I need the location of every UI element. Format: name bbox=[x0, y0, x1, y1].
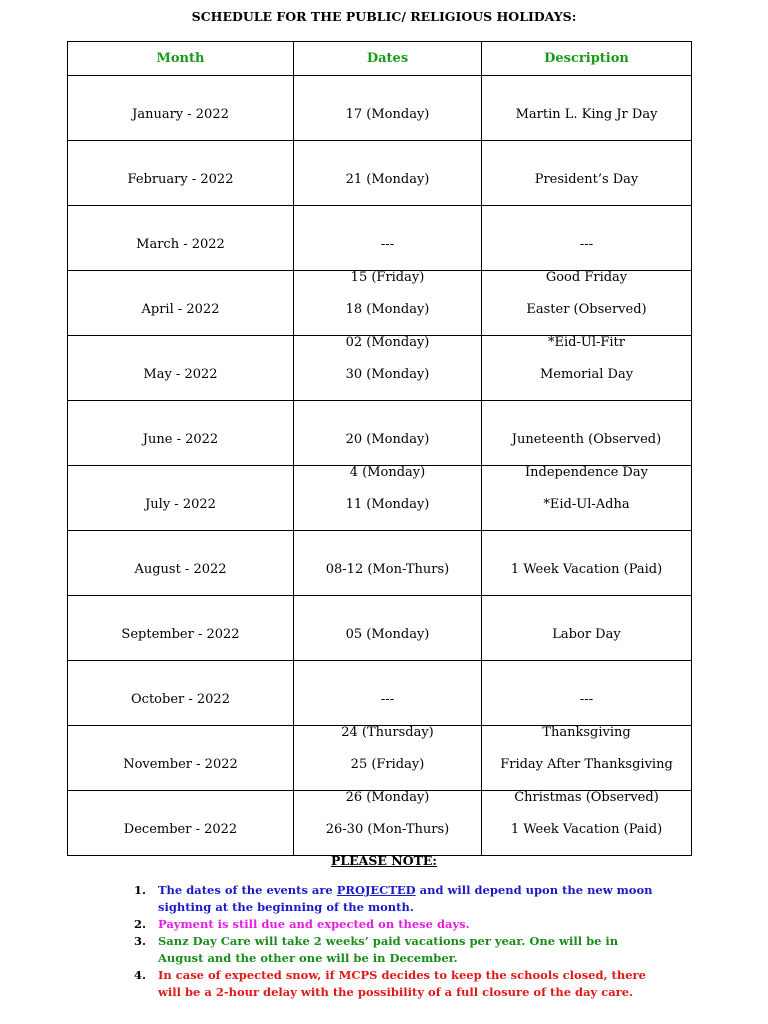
month-cell bbox=[68, 531, 294, 596]
dates-cell bbox=[294, 76, 482, 141]
description-label: 1 Week Vacation (Paid) bbox=[510, 822, 663, 837]
description-label: President’s Day bbox=[534, 172, 639, 187]
description-label: Independence Day bbox=[525, 465, 648, 480]
month-label: July - 2022 bbox=[145, 497, 216, 512]
date-label: 02 (Monday) bbox=[345, 335, 430, 350]
description-label: Juneteenth (Observed) bbox=[511, 432, 662, 447]
table-row bbox=[68, 401, 692, 466]
description-label: Good Friday bbox=[545, 270, 628, 285]
note-item bbox=[134, 882, 664, 916]
notes-title: PLEASE NOTE: bbox=[330, 853, 438, 868]
date-label: 26-30 (Mon-Thurs) bbox=[325, 822, 450, 837]
month-cell bbox=[68, 76, 294, 141]
month-label: September - 2022 bbox=[121, 627, 240, 642]
date-label: 25 (Friday) bbox=[350, 757, 425, 772]
month-cell bbox=[68, 791, 294, 856]
description-cell bbox=[482, 531, 692, 596]
table-row bbox=[68, 271, 692, 336]
table-row bbox=[68, 141, 692, 206]
date-label: 11 (Monday) bbox=[345, 497, 430, 512]
table-row bbox=[68, 661, 692, 726]
description-label: *Eid-Ul-Adha bbox=[543, 497, 630, 512]
notes-list bbox=[134, 882, 664, 1001]
table-row bbox=[68, 206, 692, 271]
description-label: Memorial Day bbox=[539, 367, 634, 382]
description-label: --- bbox=[579, 692, 594, 707]
month-label: October - 2022 bbox=[131, 692, 230, 707]
holiday-schedule-table bbox=[67, 41, 692, 856]
description-label: 1 Week Vacation (Paid) bbox=[510, 562, 663, 577]
date-label: 18 (Monday) bbox=[345, 302, 430, 317]
description-cell bbox=[482, 596, 692, 661]
note-number: 3. bbox=[134, 934, 147, 948]
month-label: December - 2022 bbox=[123, 822, 238, 837]
date-label: 15 (Friday) bbox=[350, 270, 425, 285]
dates-cell bbox=[294, 661, 482, 726]
column-header-month: Month bbox=[68, 42, 294, 76]
description-label: Friday After Thanksgiving bbox=[500, 757, 673, 772]
month-label: November - 2022 bbox=[123, 757, 238, 772]
month-label: January - 2022 bbox=[132, 107, 229, 122]
description-cell bbox=[482, 206, 692, 271]
table-row bbox=[68, 466, 692, 531]
table-row bbox=[68, 531, 692, 596]
dates-cell bbox=[294, 596, 482, 661]
date-label: --- bbox=[380, 237, 395, 252]
dates-cell bbox=[294, 271, 482, 336]
description-cell bbox=[482, 791, 692, 856]
month-label: August - 2022 bbox=[134, 562, 227, 577]
date-label: 08-12 (Mon-Thurs) bbox=[325, 562, 450, 577]
description-cell bbox=[482, 466, 692, 531]
month-cell bbox=[68, 141, 294, 206]
dates-cell bbox=[294, 401, 482, 466]
description-label: Christmas (Observed) bbox=[514, 790, 659, 805]
description-cell bbox=[482, 141, 692, 206]
date-label: 26 (Monday) bbox=[345, 790, 430, 805]
note-number: 1. bbox=[134, 883, 147, 897]
note-number: 2. bbox=[134, 917, 147, 931]
description-label: Labor Day bbox=[552, 627, 621, 642]
column-header-description: Description bbox=[482, 42, 692, 76]
description-cell bbox=[482, 661, 692, 726]
month-cell bbox=[68, 206, 294, 271]
dates-cell bbox=[294, 531, 482, 596]
description-cell bbox=[482, 401, 692, 466]
description-cell bbox=[482, 336, 692, 401]
note-text: In case of expected snow, if MCPS decides to keep the schools closed, there will be a 2-hour delay with the possibility of a full closure of the day care. bbox=[158, 968, 646, 999]
date-label: 21 (Monday) bbox=[345, 172, 430, 187]
note-number: 4. bbox=[134, 968, 147, 982]
description-label: Martin L. King Jr Day bbox=[515, 107, 658, 122]
description-cell bbox=[482, 726, 692, 791]
description-label: Easter (Observed) bbox=[526, 302, 647, 317]
date-label: 05 (Monday) bbox=[345, 627, 430, 642]
column-header-dates: Dates bbox=[294, 42, 482, 76]
month-cell bbox=[68, 336, 294, 401]
dates-cell bbox=[294, 141, 482, 206]
month-label: February - 2022 bbox=[127, 172, 234, 187]
date-label: 4 (Monday) bbox=[349, 465, 426, 480]
month-cell bbox=[68, 466, 294, 531]
date-label: 20 (Monday) bbox=[345, 432, 430, 447]
table-row bbox=[68, 791, 692, 856]
note-item bbox=[134, 933, 664, 967]
date-label: 24 (Thursday) bbox=[341, 725, 434, 740]
note-text: Sanz Day Care will take 2 weeks’ paid vacations per year. One will be in August and the other one will be in December. bbox=[158, 934, 619, 965]
date-label: 17 (Monday) bbox=[345, 107, 430, 122]
date-label: --- bbox=[380, 692, 395, 707]
note-item bbox=[134, 967, 664, 1001]
dates-cell bbox=[294, 336, 482, 401]
table-header-row bbox=[68, 42, 692, 76]
note-text: Payment is still due and expected on these days. bbox=[158, 917, 470, 931]
description-label: Thanksgiving bbox=[542, 725, 631, 740]
dates-cell bbox=[294, 206, 482, 271]
note-text: and will depend upon the new moon sighting at the beginning of the month. bbox=[158, 883, 653, 914]
month-label: June - 2022 bbox=[142, 432, 219, 447]
description-cell bbox=[482, 271, 692, 336]
month-label: April - 2022 bbox=[141, 302, 220, 317]
month-cell bbox=[68, 661, 294, 726]
table-row bbox=[68, 726, 692, 791]
dates-cell bbox=[294, 466, 482, 531]
note-item bbox=[134, 916, 664, 933]
month-label: March - 2022 bbox=[136, 237, 225, 252]
page-title: SCHEDULE FOR THE PUBLIC/ RELIGIOUS HOLIDAYS: bbox=[191, 9, 577, 24]
table-row bbox=[68, 336, 692, 401]
dates-cell bbox=[294, 791, 482, 856]
description-label: *Eid-Ul-Fitr bbox=[548, 335, 625, 350]
date-label: 30 (Monday) bbox=[345, 367, 430, 382]
description-label: --- bbox=[579, 237, 594, 252]
dates-cell bbox=[294, 726, 482, 791]
description-cell bbox=[482, 76, 692, 141]
note-text: The dates of the events are bbox=[158, 883, 337, 897]
month-cell bbox=[68, 271, 294, 336]
month-cell bbox=[68, 596, 294, 661]
table-row bbox=[68, 76, 692, 141]
month-cell bbox=[68, 726, 294, 791]
note-emphasis: PROJECTED bbox=[336, 883, 416, 897]
table-row bbox=[68, 596, 692, 661]
month-cell bbox=[68, 401, 294, 466]
month-label: May - 2022 bbox=[143, 367, 218, 382]
